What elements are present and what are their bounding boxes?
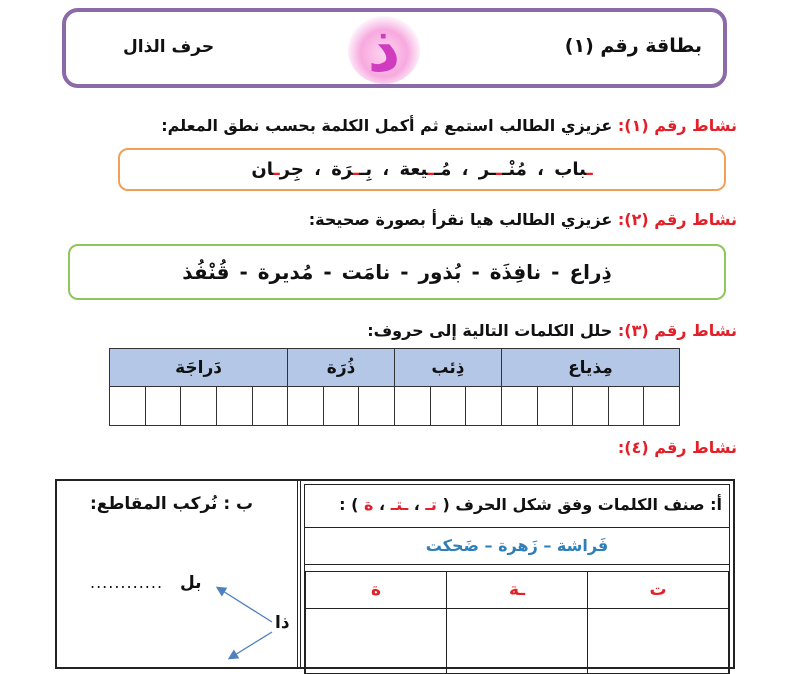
activity-2-label: نشاط رقم (٢):: [617, 210, 737, 229]
word-cell: مِذياع: [501, 349, 679, 387]
fill-word: [479, 159, 527, 180]
connector-arrows: [200, 580, 290, 660]
fill-word: [331, 159, 372, 180]
fill-word: [399, 159, 451, 180]
form-medial: ـتـ: [390, 495, 409, 514]
fill-word-start: جِر: [279, 159, 304, 180]
word-separator: ،: [303, 159, 332, 180]
letter-answer-cell[interactable]: [608, 387, 644, 426]
letters-table-answer-row: [110, 387, 680, 426]
read-word: قُنْفُذ: [182, 260, 230, 284]
word-separator: ،: [372, 159, 400, 180]
letter-answer-cell[interactable]: [395, 387, 431, 426]
classify-title: أ: صنف الكلمات وفق شكل الحرف ( تـ ، ـتـ ، ة ) :: [339, 495, 722, 514]
fill-word-end: يعة: [399, 159, 428, 180]
letters-table: [109, 348, 680, 426]
letter-answer-cell[interactable]: [466, 387, 502, 426]
classify-column-header: ة: [306, 572, 447, 609]
read-word: نامَت: [341, 260, 391, 284]
form-initial: تـ: [425, 495, 437, 514]
fill-word-blank[interactable]: ـ: [427, 159, 435, 180]
word-cell: دَراجَة: [110, 349, 288, 387]
syllable-2: ذا: [275, 613, 290, 633]
build-syllables-title: ب : نُركب المقاطع:: [90, 494, 254, 514]
letter-answer-cell[interactable]: [430, 387, 466, 426]
letters-table-header: [110, 349, 680, 387]
fill-word-blank[interactable]: ـ: [496, 159, 503, 180]
classify-answer-cell[interactable]: [306, 609, 447, 674]
syllable-1: بل: [180, 573, 202, 593]
word-separator: ،: [526, 159, 555, 180]
fill-word: [251, 159, 303, 180]
classify-column-header: ت: [588, 572, 729, 609]
letter-answer-cell[interactable]: [181, 387, 217, 426]
classify-answer-cell[interactable]: [447, 609, 588, 674]
word-separator: -: [541, 260, 570, 284]
answer-dots[interactable]: ............: [90, 573, 164, 592]
fill-word-end: ـر: [478, 159, 497, 180]
activity-4-label: نشاط رقم (٤):: [617, 438, 737, 457]
activity-2-heading: [309, 210, 737, 229]
fill-word-start: مُنْـ: [502, 159, 527, 180]
letter-answer-cell[interactable]: [501, 387, 537, 426]
classify-words: فَراشة – زَهرة – ضَحكت: [425, 536, 609, 555]
letter-answer-cell[interactable]: [252, 387, 288, 426]
letter-answer-cell[interactable]: [359, 387, 395, 426]
activity-1-heading: [161, 116, 737, 135]
read-word: بُذور: [418, 260, 462, 284]
word-separator: -: [229, 260, 258, 284]
word-separator: ،: [451, 159, 479, 180]
classify-title-prefix: أ: صنف الكلمات وفق شكل الحرف (: [442, 495, 722, 514]
fill-word-start: مُـ: [434, 159, 452, 180]
activity-4-heading: [618, 438, 737, 457]
activity-1-instruction: عزيزي الطالب استمع ثم أكمل الكلمة بحسب نطق المعلم:: [161, 116, 613, 135]
fill-words-row: [118, 148, 726, 191]
fill-word-end: ان: [251, 159, 274, 180]
letter-answer-cell[interactable]: [573, 387, 609, 426]
word-cell: ذِئب: [395, 349, 502, 387]
read-word: ذِراع: [569, 260, 612, 284]
letter-answer-cell[interactable]: [537, 387, 573, 426]
letter-answer-cell[interactable]: [644, 387, 680, 426]
classify-column-header: ـة: [447, 572, 588, 609]
classify-table: [305, 571, 729, 674]
fill-word-end: رَة: [331, 159, 354, 180]
word-separator: -: [461, 260, 490, 284]
classify-table-header: [306, 572, 729, 609]
read-word: مُديرة: [257, 260, 314, 284]
fill-word-blank[interactable]: ـ: [273, 159, 280, 180]
card-number: بطاقة رقم (١): [564, 35, 702, 57]
fill-word-end: باب: [554, 159, 587, 180]
activity-1-label: نشاط رقم (١):: [617, 116, 737, 135]
word-separator: -: [313, 260, 342, 284]
letter-answer-cell[interactable]: [145, 387, 181, 426]
read-words-row: [68, 244, 726, 300]
letter-answer-cell[interactable]: [323, 387, 359, 426]
activity-2-instruction: عزيزي الطالب هيا نقرأ بصورة صحيحة:: [308, 210, 613, 229]
letter-name: حرف الذال: [123, 37, 215, 57]
activity-4-divider: [297, 479, 301, 669]
read-word: نافِذَة: [489, 260, 542, 284]
word-separator: -: [390, 260, 419, 284]
classify-table-answer-row: [306, 609, 729, 674]
fill-word-blank[interactable]: ـ: [353, 159, 360, 180]
fill-word-blank[interactable]: ـ: [586, 159, 593, 180]
letter-answer-cell[interactable]: [288, 387, 324, 426]
letter-answer-cell[interactable]: [216, 387, 252, 426]
connector-arrow-down: [230, 632, 272, 658]
activity-3-heading: [367, 321, 737, 340]
fill-word: [554, 159, 592, 180]
word-cell: ذُرَة: [288, 349, 395, 387]
connector-arrow-up: [218, 588, 272, 622]
activity-3-label: نشاط رقم (٣):: [617, 321, 737, 340]
classify-title-suffix: ) :: [339, 495, 359, 514]
fill-word-start: بِـ: [359, 159, 373, 180]
big-letter: ذ: [367, 13, 401, 87]
classify-answer-cell[interactable]: [588, 609, 729, 674]
activity-3-instruction: حلل الكلمات التالية إلى حروف:: [367, 321, 613, 340]
big-letter-badge: [348, 13, 420, 87]
form-final: ة: [364, 495, 374, 514]
letter-answer-cell[interactable]: [110, 387, 146, 426]
